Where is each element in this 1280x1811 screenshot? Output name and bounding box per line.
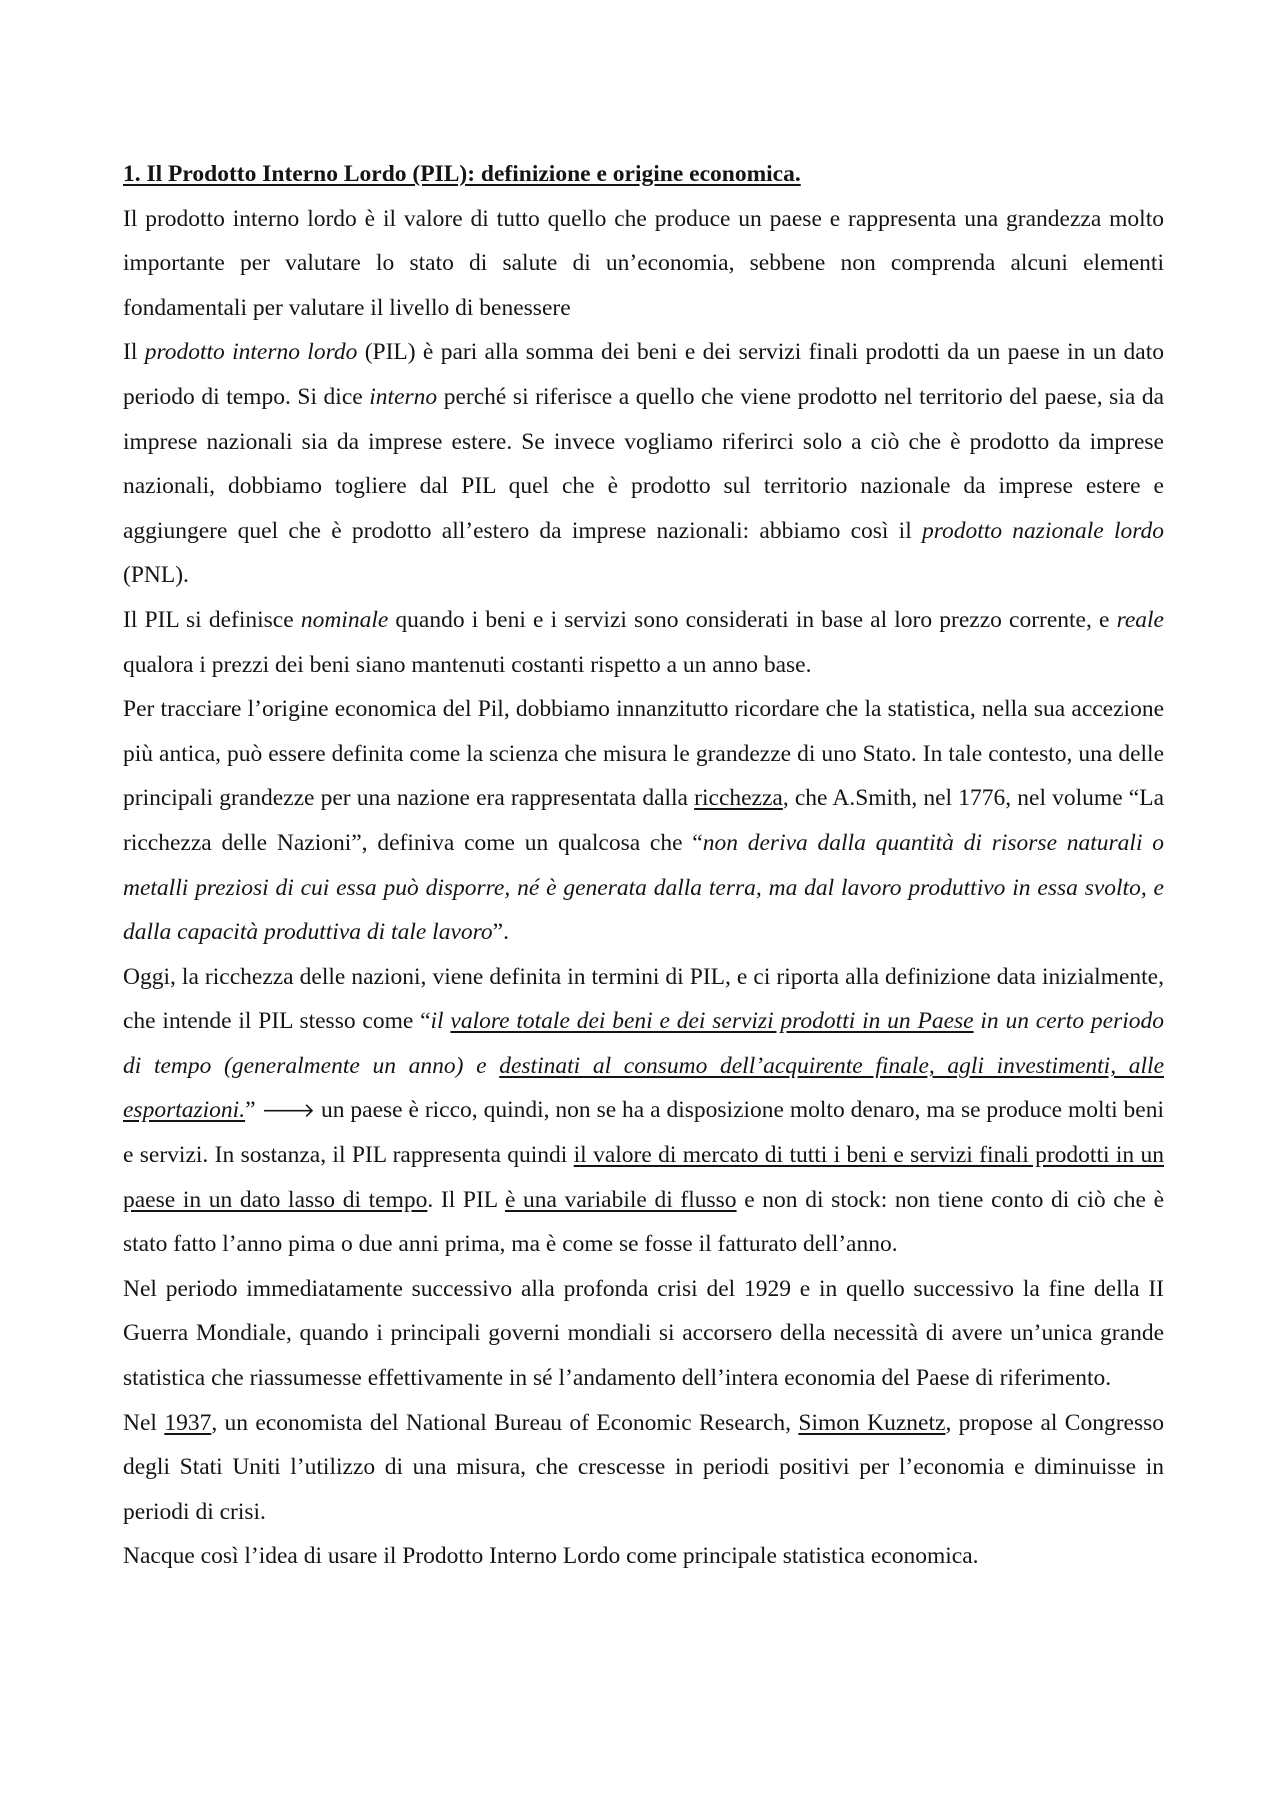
italic-quote: in un certo periodo di tempo (generalmente un anno) e: [123, 1008, 1164, 1079]
text-run: Oggi, la ricchezza delle nazioni, viene definita in termini di PIL, e ci riporta alla definizione data inizialmente, che intende il PIL stesso come “: [123, 963, 1164, 1035]
paragraph-today: [123, 955, 1164, 1267]
paragraph-pil-definition: [123, 330, 1164, 598]
italic-quote: il: [430, 1008, 451, 1035]
underlined-italic-quote: valore totale dei beni e dei servizi prodotti in un Paese: [450, 1008, 974, 1035]
text-run: ”.: [492, 919, 509, 946]
italic-quote: non deriva dalla quantità di risorse naturali o metalli preziosi di cui essa può disporre, né è generata dalla terra, ma dal lavoro produttivo in essa svolto, e dalla capacità produttiva di tale lavoro: [123, 829, 1164, 946]
paragraph-kuznetz: [123, 1401, 1164, 1535]
paragraph-conclusion: Nacque così l’idea di usare il Prodotto Interno Lordo come principale statistica economica.: [123, 1543, 979, 1570]
text-run: , un economista del National Bureau of Economic Research,: [211, 1409, 799, 1436]
paragraph-intro: Il prodotto interno lordo è il valore di tutto quello che produce un paese e rappresenta una grandezza molto importante per valutare lo stato di salute di un’economia, sebbene non comprenda alcuni elementi fondamentali per valutare il livello di benessere: [123, 205, 1164, 321]
text-run: (PNL).: [123, 562, 189, 589]
text-run: un paese è ricco, quindi, non se ha a disposizione molto denaro, ma se produce molti beni e servizi. In sostanza, il PIL rappresenta quindi: [123, 1097, 1164, 1169]
section-title: 1. Il Prodotto Interno Lordo (PIL): definizione e origine economica.: [123, 161, 801, 187]
text-run: Per tracciare l’origine economica del Pil, dobbiamo innanzitutto ricordare che la statistica, nella sua accezione più antica, può essere definita come la scienza che misura le grandezze di uno Stato. In tale contesto, una delle principali grandezze per una nazione era rappresentata dalla: [123, 696, 1164, 812]
italic-term: prodotto nazionale lordo: [921, 517, 1164, 544]
underlined-italic-quote: destinati al consumo dell’acquirente finale, agli investimenti, alle esportazioni.: [123, 1052, 1164, 1124]
text-run: Il PIL si definisce: [123, 606, 301, 633]
text-run: Nel: [123, 1409, 165, 1436]
paragraph-origin: [123, 687, 1164, 955]
paragraph-nominal-real: [123, 598, 1164, 687]
underlined-name: Simon Kuznetz: [798, 1409, 946, 1436]
text-run: perché si riferisce a quello che viene prodotto nel territorio del paese, sia da imprese nazionali sia da imprese estere. Se invece vogliamo riferirci solo a ciò che è prodotto da imprese nazionali, dobbiamo togliere dal PIL quel che è prodotto sul territorio nazionale da imprese estere e aggiungere quel che è prodotto all’estero da imprese nazionali: abbiamo così il: [123, 383, 1165, 544]
text-run: , propose al Congresso degli Stati Uniti l’utilizzo di una misura, che crescesse in periodi positivi per l’economia e diminuisse in periodi di crisi.: [123, 1409, 1165, 1525]
italic-term: reale: [1116, 606, 1164, 633]
document-body: [123, 152, 1164, 1579]
text-run: ”: [245, 1097, 262, 1124]
italic-term: nominale: [300, 606, 389, 633]
paragraph-postwar: Nel periodo immediatamente successivo alla profonda crisi del 1929 e in quello successivo la fine della II Guerra Mondiale, quando i principali governi mondiali si accorsero della necessità di avere un’unica grande statistica che riassumesse effettivamente in sé l’andamento dell’intera economia del Paese di riferimento.: [123, 1275, 1164, 1392]
italic-term: prodotto interno lordo: [144, 339, 358, 366]
text-run: Il: [123, 339, 145, 366]
underlined-phrase: il valore di mercato di tutti i beni e servizi finali prodotti in un paese in un dato lasso di tempo: [123, 1142, 1164, 1213]
right-arrow-icon: 🡒: [261, 1098, 316, 1123]
underlined-year: 1937: [164, 1409, 212, 1436]
text-run: . Il PIL: [427, 1186, 505, 1213]
text-run: qualora i prezzi dei beni siano mantenuti costanti rispetto a un anno base.: [123, 651, 812, 678]
underlined-phrase: è una variabile di flusso: [504, 1186, 737, 1213]
text-run: (PIL) è pari alla somma dei beni e dei servizi finali prodotti da un paese in un dato periodo di tempo. Si dice: [123, 339, 1164, 410]
text-run: e non di stock: non tiene conto di ciò che è stato fatto l’anno pima o due anni prima, ma è come se fosse il fatturato dell’anno.: [123, 1186, 1164, 1258]
text-run: quando i beni e i servizi sono considerati in base al loro prezzo corrente, e: [388, 606, 1117, 633]
text-run: , che A.Smith, nel 1776, nel volume “La ricchezza delle Nazioni”, definiva come un qualcosa che “: [123, 785, 1164, 856]
italic-term: interno: [369, 383, 438, 410]
underlined-term: ricchezza: [694, 785, 783, 812]
